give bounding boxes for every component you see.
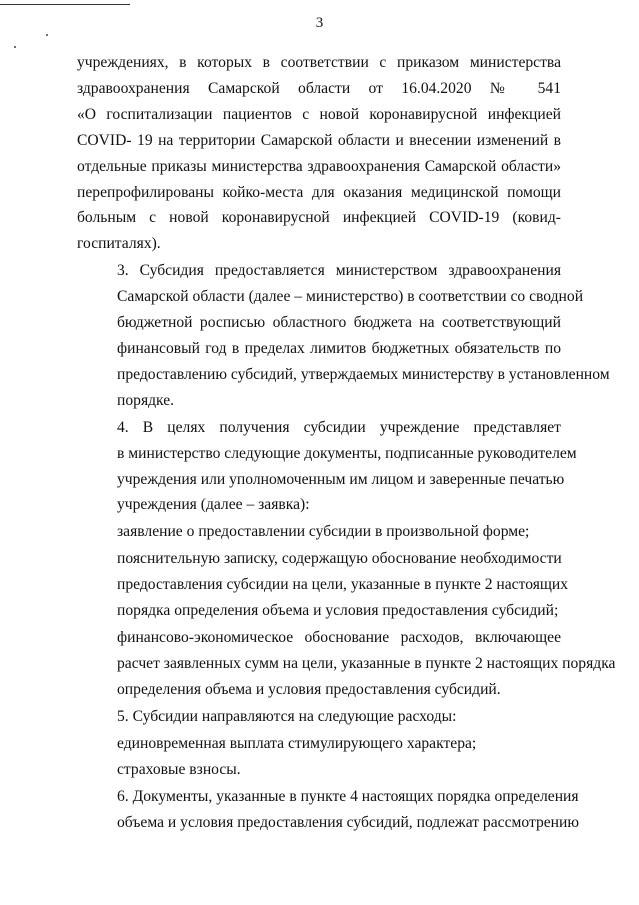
page-number: 3 [315,15,324,31]
text-line: единовременная выплата стимулирующего характера; [117,734,477,752]
document-body [77,50,616,836]
text-line: определения объема и условия предоставления субсидий. [117,680,501,698]
scan-artifact-dot [46,34,48,36]
text-line: учреждения (далее – заявка): [117,496,310,514]
scan-artifact-line [0,4,130,5]
text-line: 5. Субсидии направляются на следующие расходы: [117,707,457,725]
text-line: перепрофилированы койко-места для оказания медицинской помощи [77,183,561,201]
text-line: COVID- 19 на территории Самарской области и внесении изменений в [77,131,561,149]
text-line: финансово-экономическое обоснование расходов, включающее [117,628,561,646]
text-line: пояснительную записку, содержащую обоснование необходимости [117,550,562,568]
paragraph-clause-4 [77,415,577,519]
paragraph-clause-6 [77,784,580,836]
text-line: страховые взносы. [117,761,241,779]
text-line: бюджетной росписью областного бюджета на соответствующий [117,314,561,332]
text-line: 3. Субсидия предоставляется министерством здравоохранения [117,262,561,280]
text-line: в министерство следующие документы, подписанные руководителем [117,444,577,462]
text-line: заявление о предоставлении субсидии в произвольной форме; [117,523,530,541]
text-line: Самарской области (далее – министерство) в соответствии со сводной [117,288,584,306]
paragraph-clause-3 [77,258,610,413]
list-item-insurance [77,757,561,783]
paragraph-clause-5 [77,704,561,730]
list-item-explanatory-note [77,546,569,624]
list-item-application [77,519,561,545]
scan-artifact-dot [14,46,16,48]
text-line: финансовый год в пределах лимитов бюджетных обязательств по [117,339,561,357]
list-item-bonus-payment [77,731,561,757]
text-line: предоставлению субсидий, утверждаемых министерству в установленном [117,365,610,383]
text-line: здравоохранения Самарской области от 16.04.2020 № 541 [77,79,561,97]
list-item-justification [77,625,616,703]
text-line: больным с новой коронавирусной инфекцией COVID-19 (ковид- [77,209,561,227]
text-line: отдельные приказы министерства здравоохранения Самарской области» [77,157,561,175]
text-line: «О госпитализации пациентов с новой коронавирусной инфекцией [77,105,561,123]
text-line: учреждениях, в которых в соответствии с приказом министерства [77,54,561,71]
text-line: порядка определения объема и условия предоставления субсидий; [117,602,559,620]
text-line: порядке. [117,391,175,409]
text-line: расчет заявленных сумм на цели, указанные в пункте 2 настоящих порядка [117,654,616,672]
text-line: 4. В целях получения субсидии учреждение представляет [117,418,561,436]
text-line: госпиталях). [77,235,161,253]
text-line: 6. Документы, указанные в пункте 4 настоящих порядка определения [117,788,579,806]
paragraph-continuation [77,50,561,257]
text-line: объема и условия предоставления субсидий, подлежат рассмотрению [117,814,580,832]
text-line: предоставления субсидии на цели, указанные в пункте 2 настоящих [117,576,569,594]
text-line: учреждения или уполномоченным им лицом и заверенные печатью [117,470,565,488]
